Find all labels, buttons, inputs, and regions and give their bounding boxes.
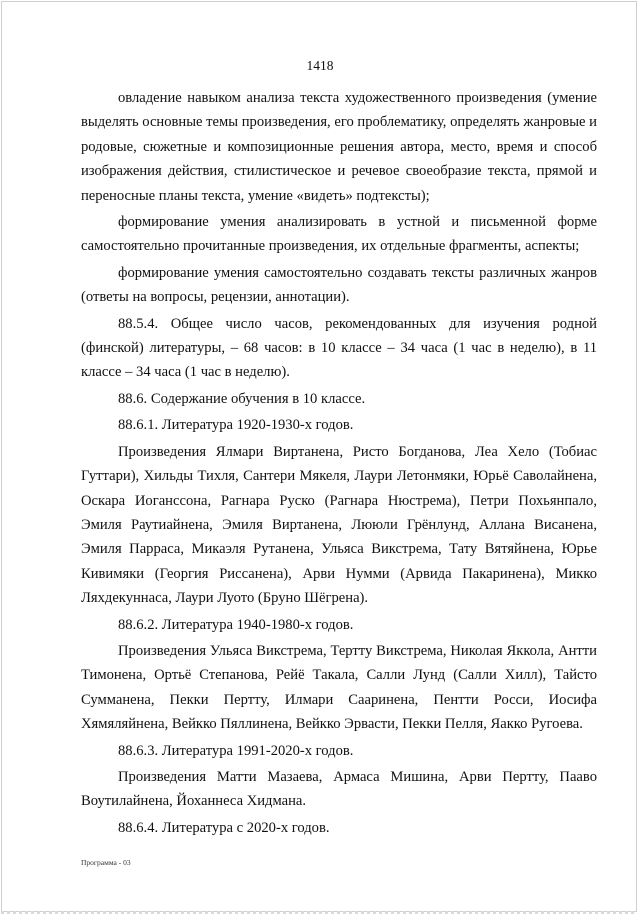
paragraph-text-creation: формирование умения самостоятельно создавать тексты различных жанров (ответы на вопросы, рецензии, аннотации).: [81, 264, 597, 306]
heading-88-6-2: 88.6.2. Литература 1940-1980-х годов.: [118, 616, 354, 633]
paragraph-oral-written-analysis: формирование умения анализировать в устной и письменной форме самостоятельно прочитанные произведения, их отдельные фрагменты, аспекты;: [81, 214, 597, 255]
heading-88-6: 88.6. Содержание обучения в 10 классе.: [118, 390, 366, 407]
heading-88-6-3: 88.6.3. Литература 1991-2020-х годов.: [118, 742, 354, 759]
page-footer: Программа - 03: [81, 858, 131, 867]
heading-88-6-1: 88.6.1. Литература 1920-1930-х годов.: [118, 417, 354, 434]
page-number: 1418: [306, 58, 334, 73]
paragraph-works-1940-1980: Произведения Ульяса Викстрема, Тертту Викстрема, Николая Яккола, Антти Тимонена, Ортьё Степанова, Рейё Такала, Салли Лунд (Салли Хилл), Тайсто Сумманена, Пекки Пертту, Илмари Сааринена, Пентти Росси, Иосифа Хямяляйнена, Вейкко Пяллинена, Вейкко Эрвасти, Пекки Пелля, Яакко Ругоева.: [81, 642, 597, 733]
scan-edge: [1, 911, 637, 914]
paragraph-works-1920-1930: Произведения Ялмари Виртанена, Ристо Богданова, Леа Хело (Тобиас Гуттари), Хильды Тихля, Сантери Мякеля, Лаури Летонмяки, Юрьё Саволайнена, Оскара Иоганссона, Рагнара Руско (Рагнара Нюстрема), Петри Похьянпало, Эмиля Раутиайнена, Эмиля Виртанена, Лююли Грёнлунд, Аллана Висанена, Эмиля Парраса, Микаэля Рутанена, Ульяса Викстрема, Тату Вятяйнена, Юрье Кивимяки (Георгия Риссанена), Арви Нумми (Арвида Пакаринена), Микко Ляхдекуннаса, Лаури Луото (Бруно Шёгрена).: [81, 443, 597, 607]
paragraph-analysis-skills: овладение навыком анализа текста художественного произведения (умение выделять основные темы произведения, его проблематику, определять жанровые и родовые, сюжетные и композиционные решения автора, место, время и способ изображения действия, стилистическое и речевое своеобразие текста, прямой и переносные планы текста, умение «видеть» подтексты);: [81, 90, 597, 204]
paragraph-works-1991-2020: Произведения Матти Мазаева, Армаса Мишина, Арви Пертту, Пааво Воутилайнена, Йоханнеса Хидмана.: [81, 768, 597, 810]
paragraph-hours-88-5-4: 88.5.4. Общее число часов, рекомендованных для изучения родной (финской) литературы, – 68 часов: в 10 классе – 34 часа (1 час в неделю), в 11 классе – 34 часа (1 час в неделю).: [81, 315, 597, 381]
heading-88-6-4: 88.6.4. Литература с 2020-х годов.: [118, 819, 330, 836]
document-body: [81, 86, 597, 842]
